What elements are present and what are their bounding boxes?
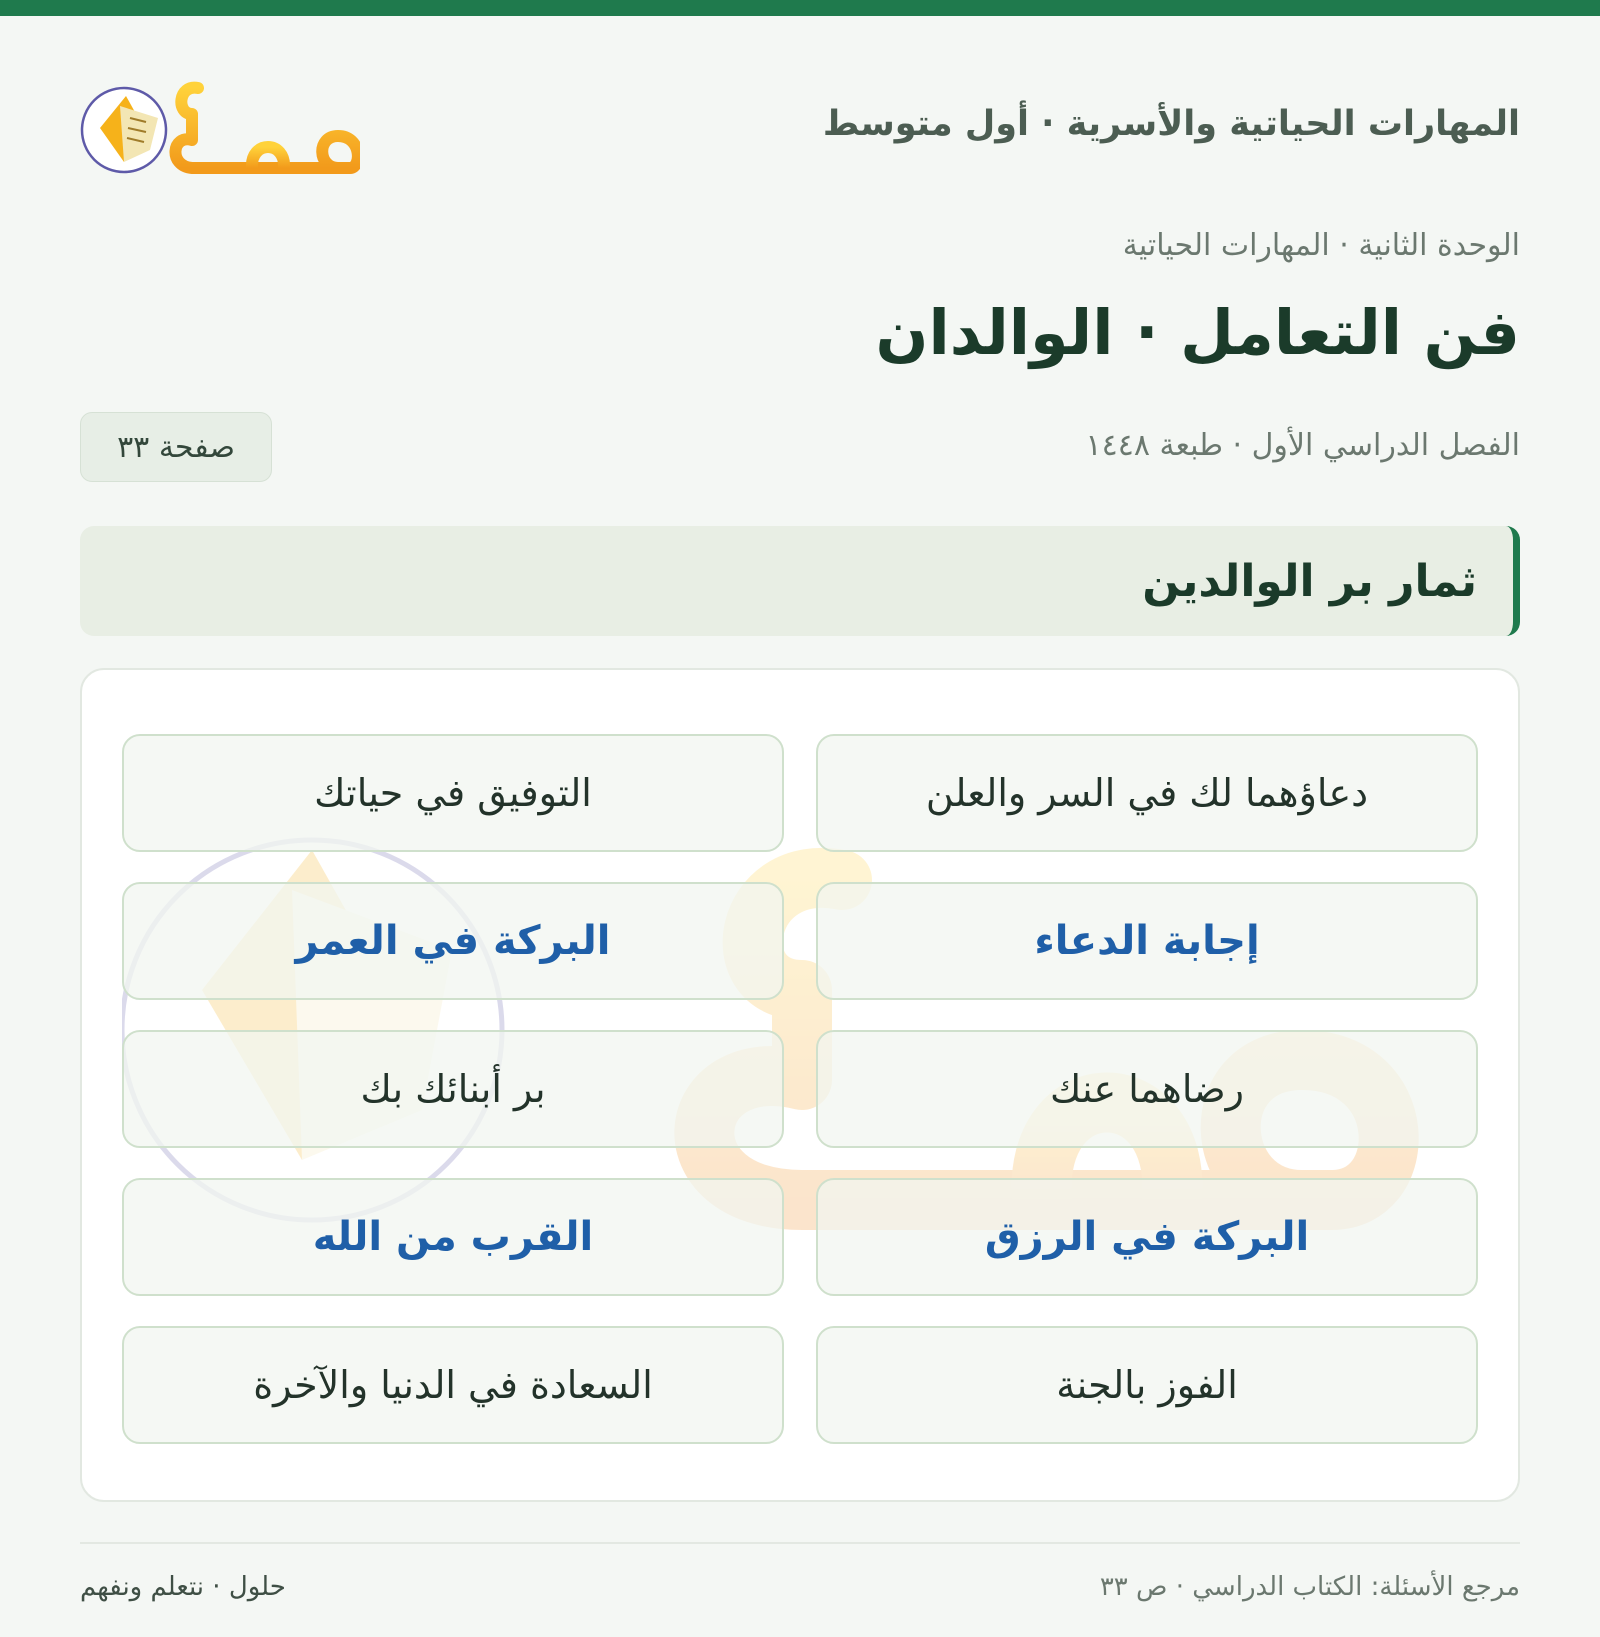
answer-cell: السعادة في الدنيا والآخرة [122,1326,784,1444]
header [80,16,1520,216]
footer-brand: حلول · نتعلم ونفهم [80,1572,286,1602]
answers-card [80,668,1520,1502]
answer-cell: البركة في الرزق [816,1178,1478,1296]
footer-divider [80,1542,1520,1544]
footer-reference: مرجع الأسئلة: الكتاب الدراسي · ص ٣٣ [1099,1572,1520,1602]
book-title: المهارات الحياتية والأسرية · أول متوسط [822,104,1520,144]
section-header [80,526,1520,636]
semester-label: الفصل الدراسي الأول · طبعة ١٤٤٨ [1085,428,1520,463]
top-accent-bar [0,0,1600,16]
page [80,16,1520,1637]
answers-grid [122,734,1478,1444]
answer-cell: التوفيق في حياتك [122,734,784,852]
lesson-title: فن التعامل · الوالدان [875,296,1520,369]
section-title: ثمار بر الوالدين [1142,555,1477,607]
answer-cell: البركة في العمر [122,882,784,1000]
answer-cell: دعاؤهما لك في السر والعلن [816,734,1478,852]
halool-logo[interactable] [80,70,360,190]
answer-cell: بر أبنائك بك [122,1030,784,1148]
unit-breadcrumb: الوحدة الثانية · المهارات الحياتية [1122,228,1520,263]
page-number-badge: صفحة ٣٣ [80,412,272,482]
answer-cell: القرب من الله [122,1178,784,1296]
answer-cell: الفوز بالجنة [816,1326,1478,1444]
answer-cell: إجابة الدعاء [816,882,1478,1000]
answer-cell: رضاهما عنك [816,1030,1478,1148]
